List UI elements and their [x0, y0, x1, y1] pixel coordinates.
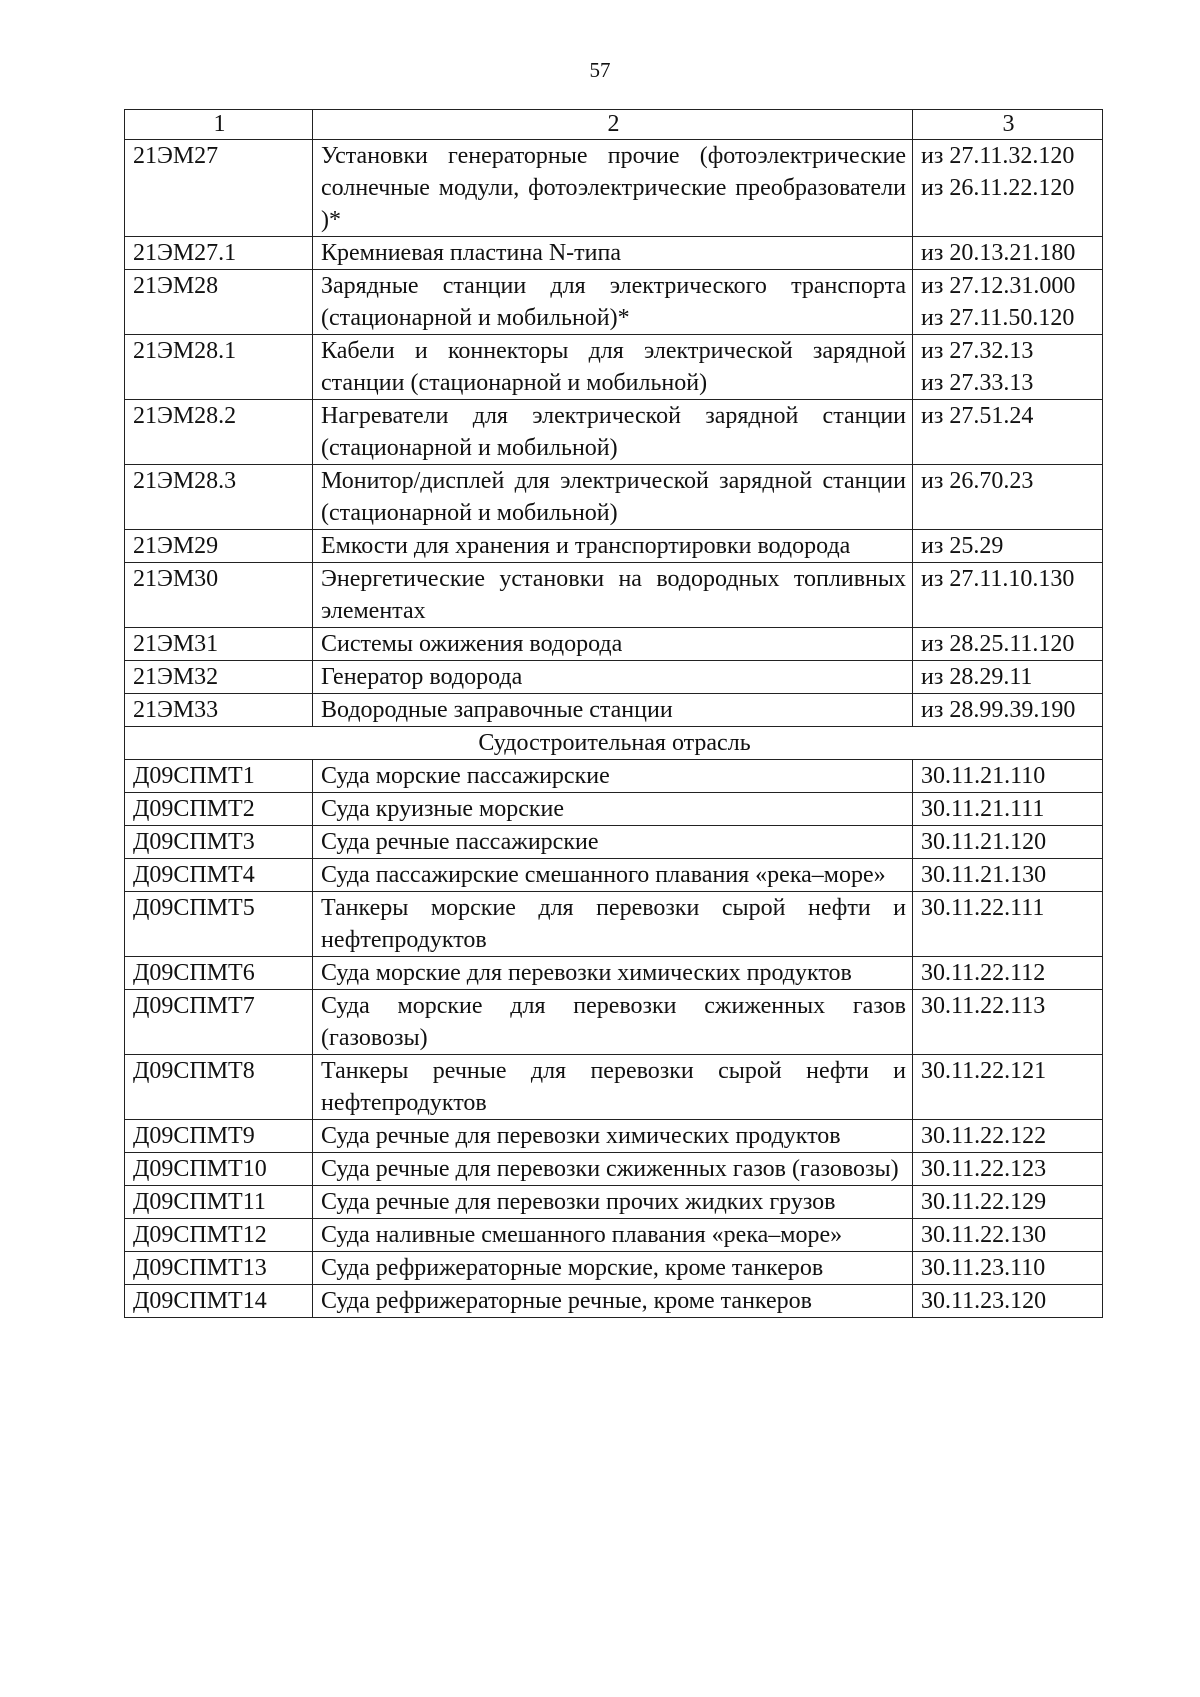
okpd-codes	[913, 465, 1103, 530]
okpd-code: 30.11.21.110	[921, 763, 1046, 789]
okpd-codes	[913, 270, 1103, 335]
table-row	[125, 465, 1103, 530]
table-row	[125, 530, 1103, 563]
table-row	[125, 1055, 1103, 1120]
product-code: Д09СПМТ2	[125, 793, 313, 826]
product-name: Суда морские для перевозки химических продуктов	[313, 957, 913, 990]
okpd-codes	[913, 563, 1103, 628]
okpd-codes	[913, 859, 1103, 892]
table-row	[125, 1285, 1103, 1318]
product-name: Кремниевая пластина N-типа	[313, 237, 913, 270]
product-code: 21ЭМ30	[125, 563, 313, 628]
page-number: 57	[589, 58, 611, 82]
header-cell-2: 2	[313, 110, 913, 140]
okpd-code: 30.11.22.130	[921, 1222, 1047, 1248]
table-row	[125, 661, 1103, 694]
product-code: 21ЭМ28.1	[125, 335, 313, 400]
okpd-code: из 27.33.13	[921, 370, 1034, 396]
table-row	[125, 793, 1103, 826]
table-row	[125, 237, 1103, 270]
okpd-code: из 27.51.24	[921, 403, 1034, 429]
table-row	[125, 1153, 1103, 1186]
okpd-code: 30.11.22.121	[921, 1058, 1047, 1084]
product-code: Д09СПМТ4	[125, 859, 313, 892]
okpd-code: из 28.25.11.120	[921, 631, 1075, 657]
table-row	[125, 1120, 1103, 1153]
okpd-codes	[913, 140, 1103, 237]
product-code: Д09СПМТ9	[125, 1120, 313, 1153]
header-cell-1: 1	[125, 110, 313, 140]
product-name: Танкеры морские для перевозки сырой нефти и нефтепродуктов	[313, 892, 913, 957]
product-code: Д09СПМТ14	[125, 1285, 313, 1318]
product-name: Суда речные для перевозки химических продуктов	[313, 1120, 913, 1153]
table-row	[125, 694, 1103, 727]
okpd-codes	[913, 628, 1103, 661]
table-row	[125, 270, 1103, 335]
okpd-code: 30.11.22.129	[921, 1189, 1047, 1215]
product-name: Монитор/дисплей для электрической зарядной станции (стационарной и мобильной)	[313, 465, 913, 530]
okpd-code: 30.11.22.122	[921, 1123, 1047, 1149]
table-row	[125, 1219, 1103, 1252]
okpd-code: из 27.11.10.130	[921, 566, 1075, 592]
okpd-codes	[913, 1219, 1103, 1252]
product-code: Д09СПМТ7	[125, 990, 313, 1055]
okpd-codes	[913, 335, 1103, 400]
product-name: Водородные заправочные станции	[313, 694, 913, 727]
product-name: Суда пассажирские смешанного плавания «река–море»	[313, 859, 913, 892]
product-name: Суда морские пассажирские	[313, 760, 913, 793]
okpd-codes	[913, 1120, 1103, 1153]
okpd-code: из 27.32.13	[921, 338, 1034, 364]
okpd-codes	[913, 694, 1103, 727]
header-cell-3: 3	[913, 110, 1103, 140]
table-row	[125, 859, 1103, 892]
product-code: 21ЭМ28.2	[125, 400, 313, 465]
okpd-codes	[913, 1186, 1103, 1219]
product-name: Суда речные пассажирские	[313, 826, 913, 859]
product-name: Суда речные для перевозки сжиженных газов (газовозы)	[313, 1153, 913, 1186]
product-code: Д09СПМТ11	[125, 1186, 313, 1219]
product-code: Д09СПМТ6	[125, 957, 313, 990]
product-code: 21ЭМ33	[125, 694, 313, 727]
okpd-code: из 27.12.31.000	[921, 273, 1076, 299]
okpd-code: из 28.99.39.190	[921, 697, 1076, 723]
okpd-code: 30.11.22.112	[921, 960, 1046, 986]
product-code: 21ЭМ31	[125, 628, 313, 661]
product-name: Зарядные станции для электрического транспорта (стационарной и мобильной)*	[313, 270, 913, 335]
product-code: Д09СПМТ3	[125, 826, 313, 859]
okpd-codes	[913, 400, 1103, 465]
product-name: Танкеры речные для перевозки сырой нефти и нефтепродуктов	[313, 1055, 913, 1120]
table-row	[125, 1186, 1103, 1219]
product-name: Суда рефрижераторные речные, кроме танкеров	[313, 1285, 913, 1318]
okpd-code: из 26.70.23	[921, 468, 1034, 494]
table-row	[125, 760, 1103, 793]
table-row	[125, 400, 1103, 465]
okpd-codes	[913, 1252, 1103, 1285]
product-name: Суда наливные смешанного плавания «река–море»	[313, 1219, 913, 1252]
product-name: Суда рефрижераторные морские, кроме танкеров	[313, 1252, 913, 1285]
product-name: Суда круизные морские	[313, 793, 913, 826]
product-name: Суда речные для перевозки прочих жидких грузов	[313, 1186, 913, 1219]
product-code: 21ЭМ27.1	[125, 237, 313, 270]
product-code: 21ЭМ28	[125, 270, 313, 335]
table-row	[125, 628, 1103, 661]
okpd-code: из 25.29	[921, 533, 1004, 559]
product-code: Д09СПМТ5	[125, 892, 313, 957]
okpd-code: 30.11.22.111	[921, 895, 1045, 921]
product-code: 21ЭМ29	[125, 530, 313, 563]
okpd-codes	[913, 957, 1103, 990]
okpd-codes	[913, 826, 1103, 859]
okpd-code: 30.11.22.123	[921, 1156, 1047, 1182]
okpd-code: из 26.11.22.120	[921, 175, 1075, 201]
okpd-codes	[913, 892, 1103, 957]
product-code: 21ЭМ28.3	[125, 465, 313, 530]
product-code: Д09СПМТ8	[125, 1055, 313, 1120]
okpd-codes	[913, 1153, 1103, 1186]
product-code: Д09СПМТ13	[125, 1252, 313, 1285]
product-code: Д09СПМТ12	[125, 1219, 313, 1252]
okpd-codes	[913, 990, 1103, 1055]
table-row	[125, 990, 1103, 1055]
product-name: Емкости для хранения и транспортировки водорода	[313, 530, 913, 563]
okpd-code: из 27.11.32.120	[921, 143, 1075, 169]
okpd-codes	[913, 760, 1103, 793]
product-name: Нагреватели для электрической зарядной станции (стационарной и мобильной)	[313, 400, 913, 465]
product-name: Энергетические установки на водородных топливных элементах	[313, 563, 913, 628]
section-row	[125, 727, 1103, 760]
okpd-codes	[913, 237, 1103, 270]
product-code: Д09СПМТ10	[125, 1153, 313, 1186]
product-name: Установки генераторные прочие (фотоэлектрические солнечные модули, фотоэлектрические преобразователи )*	[313, 140, 913, 237]
okpd-codes	[913, 530, 1103, 563]
table-row	[125, 140, 1103, 237]
product-name: Кабели и коннекторы для электрической зарядной станции (стационарной и мобильной)	[313, 335, 913, 400]
okpd-codes	[913, 793, 1103, 826]
product-code: 21ЭМ32	[125, 661, 313, 694]
product-code: Д09СПМТ1	[125, 760, 313, 793]
table-row	[125, 892, 1103, 957]
product-code-table	[124, 109, 1103, 1318]
okpd-code: 30.11.23.110	[921, 1255, 1046, 1281]
header-row	[125, 110, 1103, 140]
okpd-codes	[913, 661, 1103, 694]
product-name: Генератор водорода	[313, 661, 913, 694]
product-name: Системы ожижения водорода	[313, 628, 913, 661]
okpd-code: 30.11.22.113	[921, 993, 1046, 1019]
okpd-code: 30.11.23.120	[921, 1288, 1047, 1314]
table-row	[125, 563, 1103, 628]
table-row	[125, 826, 1103, 859]
okpd-code: 30.11.21.111	[921, 796, 1045, 822]
okpd-code: 30.11.21.120	[921, 829, 1047, 855]
table-row	[125, 957, 1103, 990]
section-title: Судостроительная отрасль	[125, 727, 1103, 760]
okpd-code: из 27.11.50.120	[921, 305, 1075, 331]
okpd-code: из 20.13.21.180	[921, 240, 1076, 266]
okpd-codes	[913, 1285, 1103, 1318]
okpd-code: из 28.29.11	[921, 664, 1033, 690]
okpd-code: 30.11.21.130	[921, 862, 1047, 888]
product-code: 21ЭМ27	[125, 140, 313, 237]
okpd-codes	[913, 1055, 1103, 1120]
table-row	[125, 1252, 1103, 1285]
table-row	[125, 335, 1103, 400]
product-name: Суда морские для перевозки сжиженных газов (газовозы)	[313, 990, 913, 1055]
